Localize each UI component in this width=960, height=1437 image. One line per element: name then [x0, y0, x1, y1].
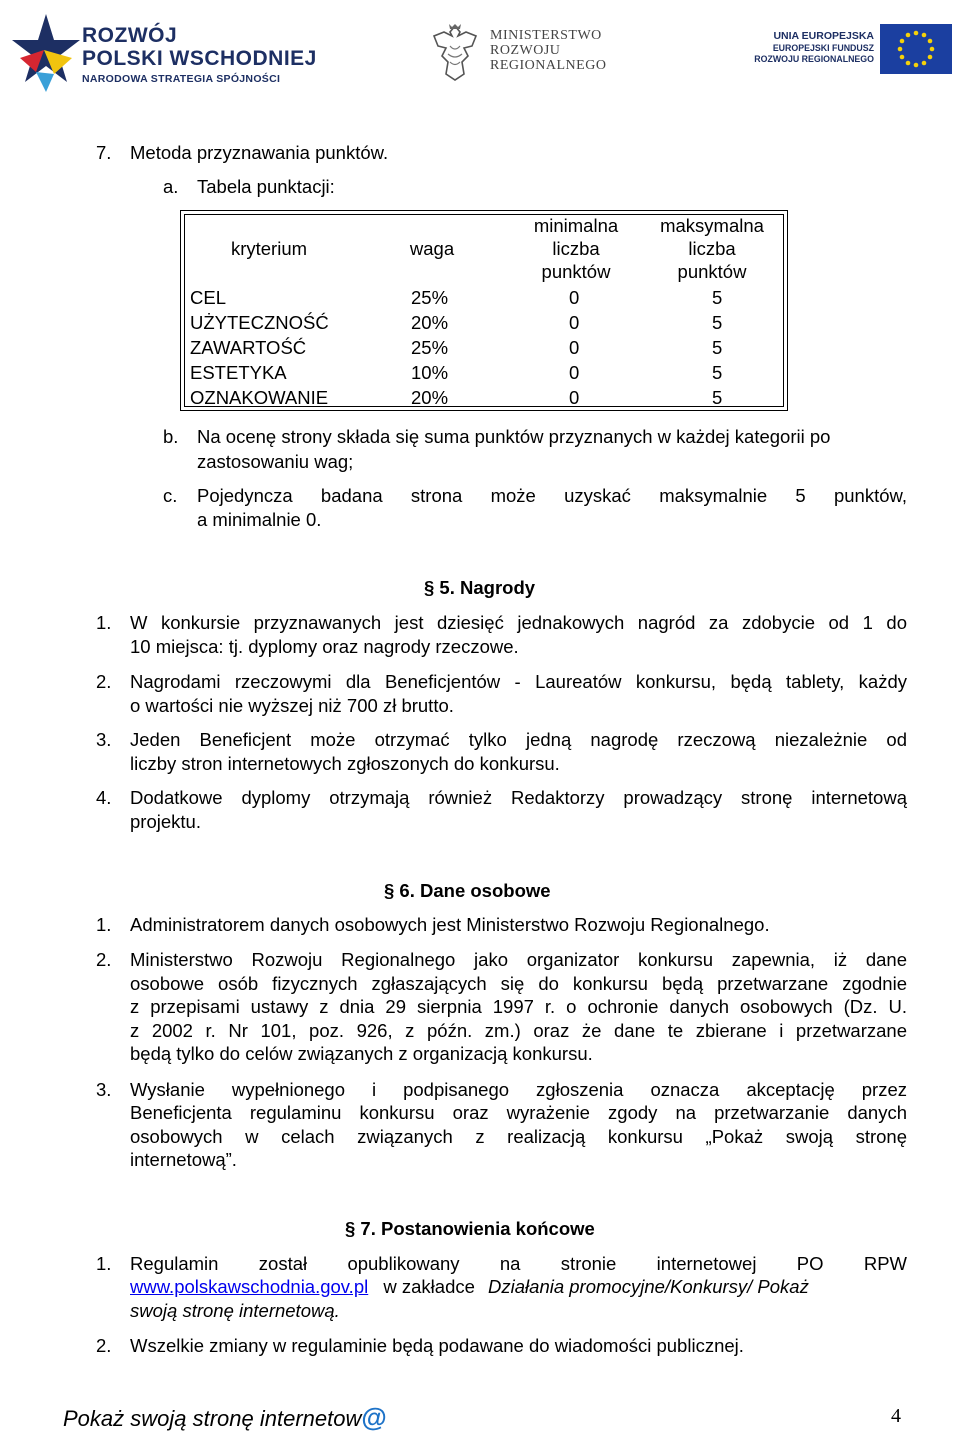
eu-logo	[752, 22, 952, 78]
row-oznakowanie-max: 5	[712, 387, 723, 408]
section5-heading: § 5. Nagrody	[424, 577, 536, 598]
ministry-line3: REGIONALNEGO	[490, 58, 607, 73]
row-cel-waga: 25%	[411, 287, 449, 308]
ministry-logo	[428, 22, 618, 84]
s5-item1-line2: 10 miejsca: tj. dyplomy oraz nagrody rzeczowe.	[130, 636, 519, 657]
s6-item2-line5: będą tylko do celów związanych z organizacją konkursu.	[130, 1043, 593, 1064]
row-estetyka-waga: 10%	[411, 362, 449, 383]
method-number: 7.	[96, 142, 112, 163]
s5-item4-number: 4.	[96, 787, 112, 808]
s7-item1-italic1: Działania promocyjne/Konkursy/ Pokaż	[488, 1276, 809, 1297]
footer-slogan-text: Pokaż swoją stronę internetow	[63, 1406, 362, 1431]
s5-item3-line2: liczby stron internetowych zgłoszonych do konkursu.	[130, 753, 560, 774]
s7-item1-italic2: swoją stronę internetową.	[130, 1300, 340, 1321]
header-kryterium: kryterium	[230, 238, 308, 259]
s6-item2-line2: osobowe osób fizycznych zgłaszających się do konkursu będą przetwarzane zgodnie	[130, 973, 907, 994]
row-uzytecznosc-waga: 20%	[411, 312, 449, 333]
item-a-text: Tabela punktacji:	[197, 176, 335, 197]
s5-item1-number: 1.	[96, 612, 112, 633]
s7-item1-mid: w zakładce	[383, 1276, 475, 1297]
at-sign-icon: @	[361, 1402, 387, 1432]
section6-heading: § 6. Dane osobowe	[384, 880, 551, 901]
row-estetyka-kryterium: ESTETYKA	[190, 362, 287, 383]
ministry-line1: MINISTERSTWO	[490, 28, 602, 43]
row-uzytecznosc-kryterium: UŻYTECZNOŚĆ	[190, 312, 329, 333]
item-a-letter: a.	[163, 176, 179, 197]
row-oznakowanie-waga: 20%	[411, 387, 449, 408]
s6-item2-line3: z przepisami ustawy z dnia 29 sierpnia 1997 r. o ochronie danych osobowych (Dz. U.	[130, 996, 907, 1017]
eu-line1: UNIA EUROPEJSKA	[773, 30, 874, 42]
polskawschodnia-link[interactable]: www.polskawschodnia.gov.pl	[130, 1276, 369, 1297]
s6-item1-line1: Administratorem danych osobowych jest Ministerstwo Rozwoju Regionalnego.	[130, 914, 770, 935]
s7-item1-line2	[130, 1275, 809, 1298]
s7-item2-number: 2.	[96, 1335, 112, 1356]
row-zawartosc-min: 0	[569, 337, 580, 358]
row-cel-kryterium: CEL	[190, 287, 226, 308]
header-min-2: liczba	[552, 238, 600, 259]
item-c-letter: c.	[163, 485, 178, 506]
row-zawartosc-max: 5	[712, 337, 723, 358]
header-waga: waga	[409, 238, 455, 259]
s7-item1-number: 1.	[96, 1253, 112, 1274]
row-uzytecznosc-max: 5	[712, 312, 723, 333]
header-max-1: maksymalna	[660, 215, 764, 236]
eu-flag-icon	[880, 24, 952, 74]
s6-item3-line4: internetową”.	[130, 1149, 237, 1170]
page-number: 4	[891, 1405, 901, 1427]
s5-item4-line1: Dodatkowe dyplomy otrzymają również Redaktorzy prowadzący stronę internetową	[130, 787, 907, 808]
row-cel-min: 0	[569, 287, 580, 308]
rpw-line2: POLSKI WSCHODNIEJ	[82, 47, 317, 70]
s5-item2-line1: Nagrodami rzeczowymi dla Beneficjentów - Laureatów konkursu, będą tablety, każdy	[130, 671, 907, 692]
header-max-2: liczba	[688, 238, 736, 259]
eu-line3: ROZWOJU REGIONALNEGO	[754, 54, 874, 64]
s5-item1-line1: W konkursie przyznawanych jest dziesięć jednakowych nagród za zdobycie od 1 do	[130, 612, 907, 633]
eu-line2: EUROPEJSKI FUNDUSZ	[772, 43, 874, 53]
s6-item3-line1: Wysłanie wypełnionego i podpisanego zgłoszenia oznacza akceptację przez	[130, 1079, 907, 1100]
footer-slogan	[63, 1402, 387, 1433]
s6-item3-number: 3.	[96, 1079, 112, 1100]
method-title: Metoda przyznawania punktów.	[130, 142, 389, 163]
header-max-3: punktów	[677, 261, 747, 282]
row-cel-max: 5	[712, 287, 723, 308]
s6-item3-line2: Beneficjenta regulaminu konkursu oraz wyrażenie zgody na przetwarzanie danych	[130, 1102, 907, 1123]
item-c-line1: Pojedyncza badana strona może uzyskać maksymalnie 5 punktów,	[197, 485, 907, 506]
header-min-3: punktów	[541, 261, 611, 282]
s5-item2-number: 2.	[96, 671, 112, 692]
rpw-star-icon	[10, 10, 82, 94]
section7-final-heading: § 7. Postanowienia końcowe	[345, 1218, 595, 1239]
ministry-line2: ROZWOJU	[490, 43, 561, 58]
row-uzytecznosc-min: 0	[569, 312, 580, 333]
s7-item2-line: Wszelkie zmiany w regulaminie będą podawane do wiadomości publicznej.	[130, 1335, 744, 1356]
row-estetyka-min: 0	[569, 362, 580, 383]
row-oznakowanie-kryterium: OZNAKOWANIE	[190, 387, 329, 408]
row-zawartosc-waga: 25%	[411, 337, 449, 358]
s5-item3-number: 3.	[96, 729, 112, 750]
s5-item3-line1: Jeden Beneficjent może otrzymać tylko jedną nagrodę rzeczową niezależnie od	[130, 729, 907, 750]
row-estetyka-max: 5	[712, 362, 723, 383]
s5-item4-line2: projektu.	[130, 811, 201, 832]
rpw-line3: NARODOWA STRATEGIA SPÓJNOŚCI	[82, 73, 281, 85]
rpw-logo	[10, 10, 317, 94]
s6-item3-line3: osobowych w celach związanych z realizacją konkursu „Pokaż swoją stronę	[130, 1126, 907, 1147]
eagle-icon	[428, 22, 482, 84]
row-zawartosc-kryterium: ZAWARTOŚĆ	[190, 337, 307, 358]
item-b-line1: Na ocenę strony składa się suma punktów przyznanych w każdej kategorii po	[197, 426, 831, 447]
s7-item1-line1: Regulamin został opublikowany na stronie internetowej PO RPW	[130, 1253, 907, 1274]
item-c-line2: a minimalnie 0.	[197, 509, 322, 530]
item-b-letter: b.	[163, 426, 179, 447]
s6-item1-number: 1.	[96, 914, 112, 935]
s6-item2-number: 2.	[96, 949, 112, 970]
header-min-1: minimalna	[533, 215, 619, 236]
s6-item2-line1: Ministerstwo Rozwoju Regionalnego jako organizator konkursu zapewnia, iż dane	[130, 949, 907, 970]
rpw-line1: ROZWÓJ	[82, 24, 178, 47]
s6-item2-line4: z 2002 r. Nr 101, poz. 926, z późn. zm.) oraz że dane te zbierane i przetwarzane	[130, 1020, 907, 1041]
item-b-line2: zastosowaniu wag;	[197, 451, 354, 472]
s5-item2-line2: o wartości nie wyższej niż 700 zł brutto.	[130, 695, 454, 716]
row-oznakowanie-min: 0	[569, 387, 580, 408]
